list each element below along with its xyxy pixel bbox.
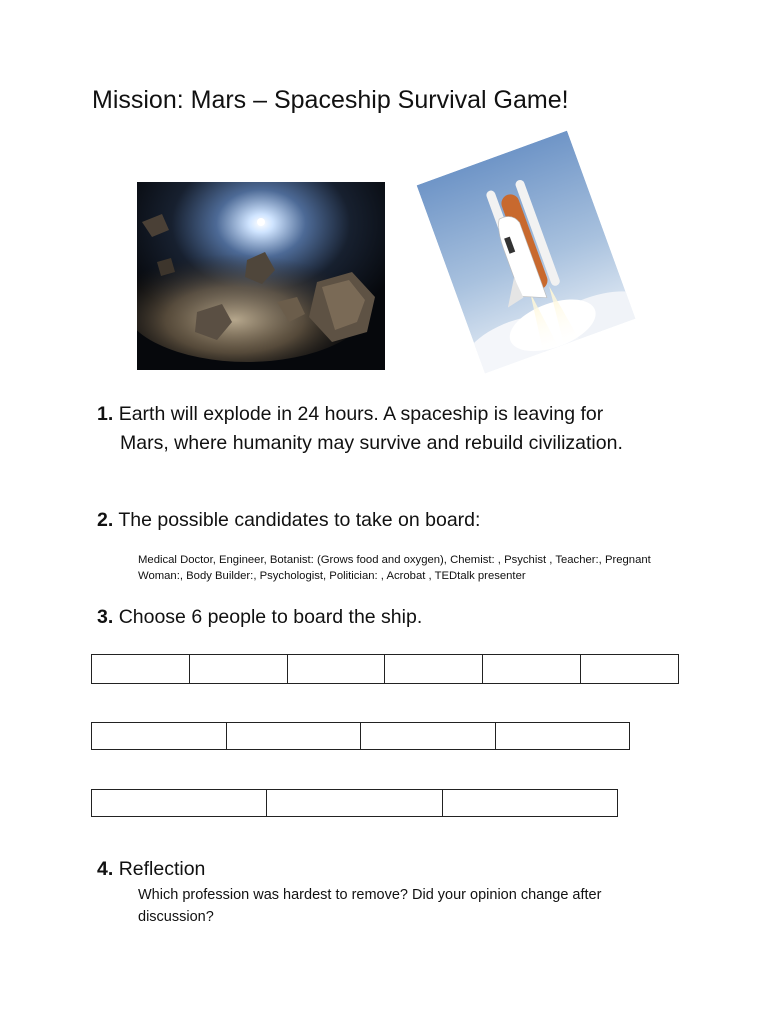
answer-box[interactable]	[483, 655, 581, 683]
answer-box[interactable]	[190, 655, 288, 683]
candidates-line: Woman:, Body Builder:, Psychologist, Politician: , Acrobat , TEDtalk presenter	[138, 570, 526, 582]
reflection-line: Which profession was hardest to remove? Did your opinion change after	[138, 887, 602, 903]
answer-box[interactable]	[361, 723, 496, 749]
answer-box[interactable]	[267, 790, 442, 816]
space-shuttle-image	[417, 131, 636, 374]
answer-box[interactable]	[496, 723, 630, 749]
answer-box[interactable]	[92, 655, 190, 683]
candidates-line: Medical Doctor, Engineer, Botanist: (Grows food and oxygen), Chemist: , Psychist , Teacher:, Pregnant	[138, 554, 651, 566]
answer-box[interactable]	[288, 655, 386, 683]
step-text-continued: Mars, where humanity may survive and rebuild civilization.	[120, 432, 623, 454]
step-1	[97, 400, 697, 458]
step-number: 4.	[97, 858, 114, 880]
step-4	[97, 855, 205, 884]
step-number: 3.	[97, 606, 114, 628]
answer-box-row-3	[91, 789, 618, 817]
step-text: Choose 6 people to board the ship.	[118, 606, 423, 628]
answer-box-row-4	[91, 722, 630, 750]
page-title: Mission: Mars – Spaceship Survival Game!	[92, 86, 569, 114]
step-text: Earth will explode in 24 hours. A spaceship is leaving for	[118, 403, 604, 425]
answer-box[interactable]	[581, 655, 678, 683]
step-2	[97, 506, 480, 535]
answer-box[interactable]	[92, 790, 267, 816]
answer-box[interactable]	[92, 723, 227, 749]
step-number: 2.	[97, 509, 114, 531]
reflection-question	[138, 884, 698, 928]
step-number: 1.	[97, 403, 114, 425]
reflection-line: discussion?	[138, 909, 214, 925]
asteroid-image	[137, 182, 385, 370]
answer-box-row-6	[91, 654, 679, 684]
step-text: Reflection	[118, 858, 206, 880]
space-shuttle-image-frame	[417, 131, 636, 374]
candidates-list	[138, 552, 698, 584]
answer-box[interactable]	[385, 655, 483, 683]
step-3	[97, 603, 422, 632]
step-text: The possible candidates to take on board:	[118, 509, 481, 531]
answer-box[interactable]	[443, 790, 617, 816]
answer-box[interactable]	[227, 723, 362, 749]
